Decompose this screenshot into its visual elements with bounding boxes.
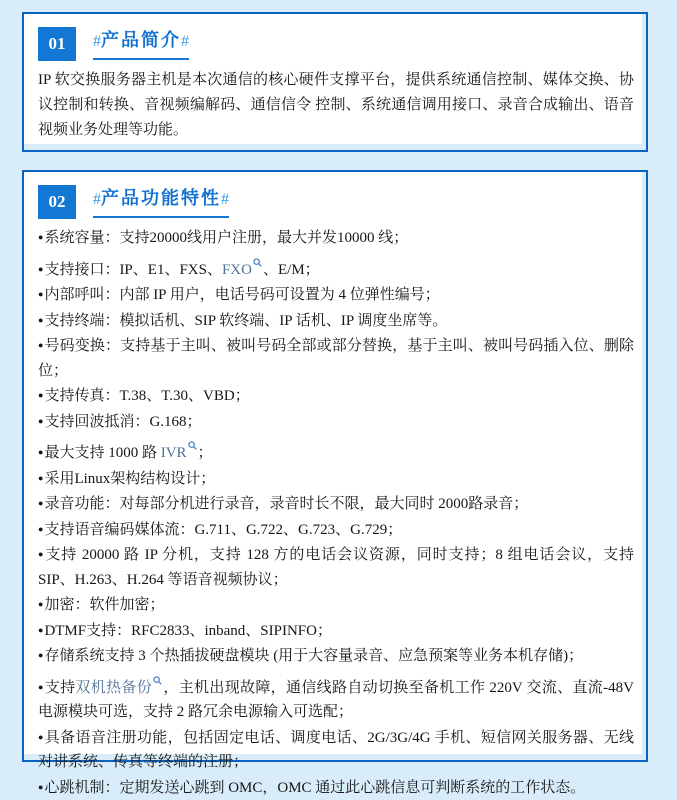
hash-mark: # bbox=[221, 191, 229, 208]
dict-link[interactable]: FXO bbox=[222, 262, 252, 278]
bullet-icon: ● bbox=[38, 289, 43, 299]
feature-item bbox=[38, 409, 634, 435]
feature-item bbox=[38, 517, 634, 543]
feature-item bbox=[38, 308, 634, 334]
feature-text: DTMF支持：RFC2833、inband、SIPINFO； bbox=[44, 623, 332, 639]
feature-item bbox=[38, 643, 634, 669]
product-intro-header bbox=[38, 27, 634, 61]
feature-item bbox=[38, 466, 634, 492]
bullet-icon: ● bbox=[38, 416, 43, 426]
feature-item bbox=[38, 491, 634, 517]
section-title-text: 产品简介 bbox=[101, 30, 181, 50]
feature-item bbox=[38, 618, 634, 644]
feature-text: 号码变换：支持基于主叫、被叫号码全部或部分替换，基于主叫、被叫号码插入位、删除位； bbox=[38, 338, 634, 379]
feature-text: 支持 bbox=[45, 680, 76, 696]
feature-item bbox=[38, 383, 634, 409]
feature-text: 内部呼叫：内部 IP 用户，电话号码可设置为 4 位弹性编号； bbox=[44, 287, 439, 303]
feature-text: 支持终端：模拟话机、SIP 软终端、IP 话机、IP 调度坐席等。 bbox=[44, 313, 447, 329]
product-intro-card bbox=[22, 12, 648, 152]
feature-text: 录音功能：对每部分机进行录音，录音时长不限，最大同时 2000路录音； bbox=[44, 496, 528, 512]
bullet-icon: ● bbox=[38, 524, 43, 534]
bullet-icon: ● bbox=[38, 315, 43, 325]
product-features-card bbox=[22, 170, 648, 762]
hash-mark: # bbox=[93, 33, 101, 50]
feature-text: 具备语音注册功能，包括固定电话、调度电话、2G/3G/4G 手机、短信网关服务器、无线对讲系统、传真等终端的注册； bbox=[38, 730, 634, 771]
feature-item bbox=[38, 333, 634, 383]
feature-text: ，主机出现故障，通信线路自动切换至备机工作 220V 交流、直流-48V电源模块可选，支持 2 路冗余电源输入可选配； bbox=[38, 680, 634, 721]
feature-text: 系统容量：支持20000线用户注册，最大并发10000 线； bbox=[44, 230, 408, 246]
section-number-badge: 01 bbox=[38, 27, 76, 61]
feature-text: 支持传真：T.38、T.30、VBD； bbox=[44, 388, 249, 404]
bullet-icon: ● bbox=[38, 390, 43, 400]
hash-mark: # bbox=[93, 191, 101, 208]
feature-text: 心跳机制：定期发送心跳到 OMC，OMC 通过此心跳信息可判断系统的工作状态。 bbox=[44, 780, 585, 796]
feature-item bbox=[38, 225, 634, 251]
feature-text: 加密：软件加密； bbox=[44, 597, 164, 613]
section-title bbox=[93, 30, 189, 60]
feature-item bbox=[38, 725, 634, 775]
bullet-icon: ● bbox=[38, 599, 43, 609]
bullet-icon: ● bbox=[38, 732, 44, 742]
feature-text: 支持接口：IP、E1、FXS、 bbox=[44, 262, 222, 278]
bullet-icon: ● bbox=[38, 782, 43, 792]
bullet-icon: ● bbox=[38, 549, 44, 559]
search-superscript-icon[interactable] bbox=[153, 673, 162, 689]
bullet-icon: ● bbox=[38, 625, 43, 635]
feature-text: ； bbox=[198, 445, 213, 461]
bullet-icon: ● bbox=[38, 232, 43, 242]
feature-list bbox=[38, 225, 634, 800]
section-title-text: 产品功能特性 bbox=[101, 188, 221, 208]
dict-link[interactable]: IVR bbox=[161, 445, 187, 461]
feature-text: 采用Linux架构结构设计； bbox=[44, 471, 215, 487]
feature-item bbox=[38, 251, 634, 283]
feature-text: 存储系统支持 3 个热插拔硬盘模块 (用于大容量录音、应急预案等业务本机存储)； bbox=[44, 648, 583, 664]
hash-mark: # bbox=[181, 33, 189, 50]
bullet-icon: ● bbox=[38, 264, 43, 274]
bullet-icon: ● bbox=[38, 473, 43, 483]
feature-text: 最大支持 1000 路 bbox=[44, 445, 160, 461]
feature-text: 、E/M； bbox=[263, 262, 320, 278]
feature-text: 支持 20000 路 IP 分机，支持 128 方的电话会议资源，同时支持；8 组电话会议，支持SIP、H.263、H.264 等语音视频协议； bbox=[38, 547, 634, 588]
section-title bbox=[93, 188, 229, 218]
bullet-icon: ● bbox=[38, 682, 44, 692]
search-superscript-icon[interactable] bbox=[188, 438, 197, 454]
bullet-icon: ● bbox=[38, 498, 43, 508]
feature-text: 支持回波抵消：G.168； bbox=[44, 414, 201, 430]
feature-item bbox=[38, 434, 634, 466]
section-number-badge: 02 bbox=[38, 185, 76, 219]
feature-item bbox=[38, 282, 634, 308]
dict-link[interactable]: 双机热备份 bbox=[75, 680, 152, 696]
feature-item bbox=[38, 592, 634, 618]
feature-item bbox=[38, 775, 634, 800]
intro-paragraph: IP 软交换服务器主机是本次通信的核心硬件支撑平台，提供系统通信控制、媒体交换、协议控制和转换、音视频编解码、通信信令 控制、系统通信调用接口、录音合成输出、语音视频业务处理等功能。 bbox=[38, 68, 634, 143]
feature-text: 支持语音编码媒体流：G.711、G.722、G.723、G.729； bbox=[44, 522, 402, 538]
bullet-icon: ● bbox=[38, 340, 44, 350]
product-features-header bbox=[38, 185, 634, 219]
feature-item bbox=[38, 669, 634, 725]
bullet-icon: ● bbox=[38, 447, 43, 457]
feature-item bbox=[38, 542, 634, 592]
search-superscript-icon[interactable] bbox=[253, 255, 262, 271]
bullet-icon: ● bbox=[38, 650, 43, 660]
